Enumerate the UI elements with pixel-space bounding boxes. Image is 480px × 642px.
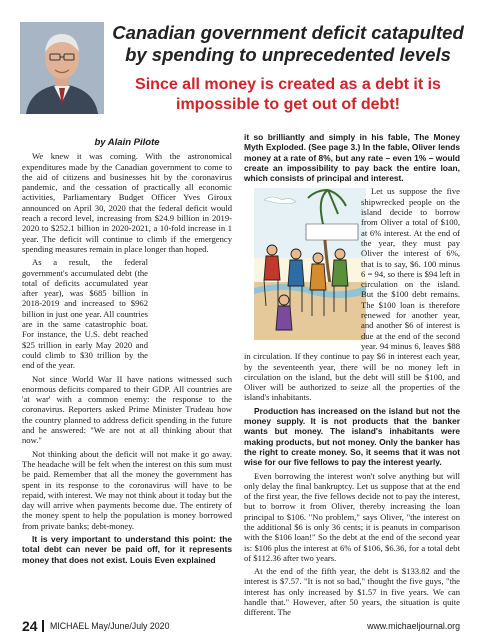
right-column (244, 132, 460, 621)
left-paragraph-2-text: As a result, the federal government's accumulated debt (the total of deficits accumulated year after year), was $685 billion in 2018-2019 and increased to $962 billion in just one year. All countries are in the same catastrophic boat. For instance, the U.S. debt reached $25 trillion in early May 2020 and could climb to $30 trillion by the end of the year. (22, 257, 148, 371)
author-photo (20, 22, 104, 114)
island-illustration-image (254, 188, 366, 340)
left-paragraph-2 (22, 257, 232, 370)
right-paragraph-5: At the end of the fifth year, the debt is $133.82 and the interest is $7.57. "It is not so bad," thought the five guys, "the interest has only increased by $1.57 in five years. We can handle that." However, after 50 years, the situation is quite different. The (244, 566, 460, 618)
footer-divider (42, 620, 44, 632)
left-paragraph-1: We knew it was coming. With the astronomical expenditures made by the Canadian government to come to the aid of citizens and businesses hit by the coronavirus pandemic, and the cessation of practically all economic activities, Parliamentary Budget Officer Yves Giroux announced on April 30, 2020 that the federal deficit would reach a record level, increasing from $24.9 billion in 2019-2020 to $252.1 billion in 2020-2021, a 10-fold increase in 1 year. The deficit will continue to climb if the emergency spending measures remain in place longer than hoped. (22, 151, 232, 254)
page-number: 24 (22, 618, 38, 634)
right-paragraph-1-bold: it so brilliantly and simply in his fable, The Money Myth Exploded. (See page 3.) In the fable, Oliver lends money at a rate of 8%, but any rate – even 1% – would create an impossibility to pay back the entire loan, which consists of principal and interest. (244, 132, 460, 184)
footer-url[interactable]: www.michaeljournal.org (367, 621, 460, 631)
left-paragraph-3: Not since World War II have nations witnessed such enormous deficits compared to their GDP. All countries are 'at war' with a common enemy: the response to the coronavirus. Reporters asked Prime Minister Trudeau how the country planned to address deficit spending in the future and he answered: "We are not at all thinking about that now." (22, 373, 232, 446)
article-subhead: Since all money is created as a debt it is impossible to get out of debt! (135, 76, 441, 113)
left-paragraph-4: Not thinking about the deficit will not make it go away. The headache will be felt when the interest on this sum must be paid. Remember that all the money the government has spent in its response to the coronavirus will have to be repaid, with interest. We may not think about it today but the day will arrive when payments become due. The entirety of the money spent to help the population is money borrowed from private banks; debt-money. (22, 448, 232, 531)
byline: by Alain Pilote (94, 137, 160, 148)
right-paragraph-1 (244, 132, 460, 183)
footer-magazine: MICHAEL May/June/July 2020 (50, 621, 170, 631)
right-paragraph-2-text: Let us suppose the five shipwrecked people on the island decide to borrow from Oliver a total of $100, at 6% interest. At the end of the year, they must pay Oliver the interest of 6%, that is to say, $6. 100 minus 6 = 94, so there is $94 left in circulation on the island. But the $100 debt remains. The $100 loan is therefore renewed for another year, and another $6 of interest is due at the end of the second year. 94 minus 6, leaves $88 in circulation. If they continue to pay $6 in interest each year, by the seventeenth year, there will be no money left in circulation on the island, but the debt will still be $100, and Oliver will be authorized to seize all the properties of the island's inhabitants. (244, 186, 460, 403)
article-headline: Canadian government deficit catapulted by spending to unprecedented levels (112, 22, 464, 65)
island-illustration (244, 188, 356, 340)
left-paragraph-5-bold: It is very important to understand this point: the total debt can never be paid off, for it represents money that does not exist. Louis Even explained (22, 533, 232, 565)
left-paragraph-5 (22, 534, 232, 565)
right-paragraph-3-bold: Production has increased on the island but not the money supply. It is not products that the banker wants but money. The island's inhabitants were making products, but not money. Only the banker has the right to create money. So, it seems that it was not wise for our five fellows to pay the interest yearly. (244, 405, 460, 468)
author-portrait-image (20, 22, 104, 114)
left-column (22, 138, 232, 568)
right-paragraph-2 (244, 186, 460, 402)
page-footer (22, 618, 460, 634)
right-paragraph-3 (244, 406, 460, 468)
right-paragraph-4: Even borrowing the interest won't solve anything but will only delay the final bankruptcy. Let us suppose that at the end of the first year, the five fellows decide not to pay the interest, but to borrow it from Oliver, thereby increasing the loan principal to $106. "No problem," says Oliver, "the interest on the additional $6 is only 36 cents; it is peanuts in comparison with the $106 loan!" So the debt at the end of the second year is: $106 plus the interest at 6% of $106, $6.36, for a total debt of $112.36 after two years. (244, 470, 460, 563)
wrap-spacer (152, 258, 232, 350)
